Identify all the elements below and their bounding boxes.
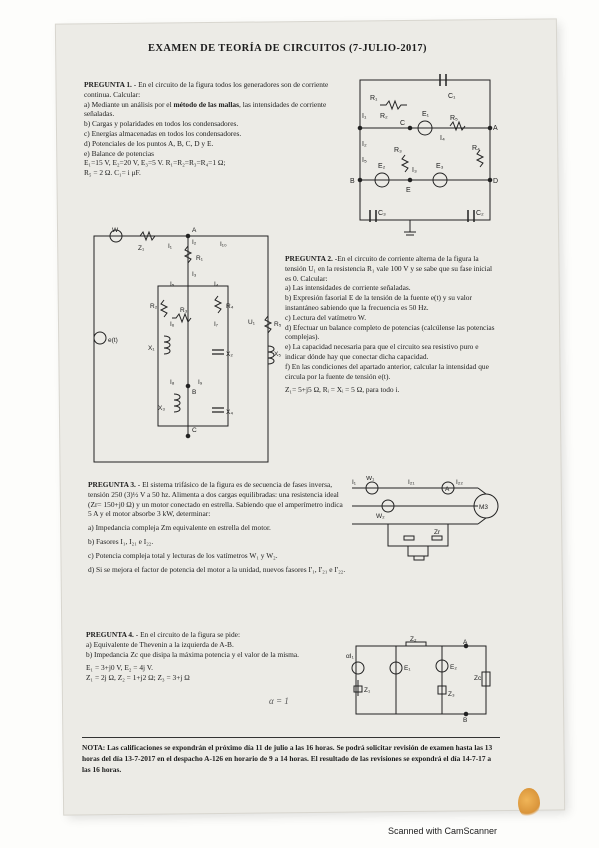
c3-label-m3: M3 <box>479 504 489 511</box>
exam-note <box>82 737 500 776</box>
c3-label-a: A <box>445 486 450 493</box>
c2-label-x5: X₅ <box>274 351 281 358</box>
circuit-4-diagram <box>346 636 504 722</box>
question-1-heading: PREGUNTA 1. <box>84 80 132 89</box>
c2-label-i10: I₁₀ <box>220 241 227 248</box>
c2-label-w: W <box>112 227 119 234</box>
c1-label-i1: I₁ <box>362 113 367 120</box>
q2-b: b) Expresión fasorial E de la tensión de la fuente e(t) y su valor instantáneo sabiendo que la frecuencia es 50 Hz. <box>285 293 472 312</box>
c2-label-r3: R₃ <box>180 307 188 314</box>
c1-label-e1: E₁ <box>422 111 430 118</box>
c2-label-x2: X₂ <box>226 351 233 358</box>
c4-label-z2: Z₂ <box>410 636 417 643</box>
c4-label-z3: Z₃ <box>448 691 455 698</box>
c1-label-a: A <box>493 125 498 132</box>
question-2 <box>285 254 500 395</box>
question-4-intro: - En el circuito de la figura se pide: <box>135 630 241 639</box>
q1-a-pre: a) Mediante un análisis por el <box>84 99 172 109</box>
c1-label-c1: C₁ <box>448 93 456 100</box>
c2-label-i2: I₂ <box>192 239 197 246</box>
c2-label-i8: I₈ <box>170 379 175 386</box>
handwritten-alpha-note: α = 1 <box>269 696 289 706</box>
q1-b: b) Cargas y polaridades en todos los condensadores. <box>84 119 239 129</box>
c2-label-c: C <box>192 427 197 434</box>
c1-label-i2: I₂ <box>362 141 367 148</box>
c1-label-c2: C₂ <box>476 210 484 217</box>
question-2-heading: PREGUNTA 2. <box>285 254 333 263</box>
c4-label-ai: αI₁ <box>346 653 354 660</box>
c2-label-i3: I₃ <box>192 271 197 278</box>
q2-values: Z₁= 5+j5 Ω, Rᵢ = Xᵢ = 5 Ω, para todo i. <box>285 385 400 395</box>
c2-label-r2: R₂ <box>150 303 158 310</box>
question-1 <box>84 80 346 178</box>
q2-a: a) Las intensidades de corriente señaladas. <box>285 283 411 293</box>
q1-c: c) Energías almacenadas en todos los condensadores. <box>84 128 242 138</box>
circuit-3-diagram <box>348 476 508 576</box>
c2-label-i4: I₄ <box>214 281 219 288</box>
c2-label-x4: X₄ <box>226 409 233 416</box>
c4-label-e2: E₂ <box>450 664 457 671</box>
q4-a: a) Equivalente de Thevenin a la izquierda de A-B. <box>86 639 234 649</box>
c1-label-e: E <box>406 187 411 194</box>
q1-a-bold: método de las mallas <box>173 99 239 109</box>
c2-label-a: A <box>192 227 197 234</box>
question-2-intro: -En el circuito de corriente alterna de la figura la tensión U₁ en la resistencia R₁ vale 100 V y se sabe que su fase inicial es 0. Calcular: <box>285 254 493 283</box>
c1-label-c: C <box>400 120 406 127</box>
c2-label-x3: X₃ <box>158 405 165 412</box>
q3-c: c) Potencia compleja total y lecturas de los vatímetros W₁ y W₂. <box>88 550 278 560</box>
scanner-watermark: Scanned with CamScanner <box>388 826 498 836</box>
c2-label-i6: I₆ <box>170 321 175 328</box>
c1-label-r1: R₁ <box>370 95 378 102</box>
c4-label-a: A <box>463 639 468 646</box>
question-1-intro: - En el circuito de la figura todos los generadores son de corriente continua. Calcular: <box>84 80 329 99</box>
c1-label-e3: E₃ <box>436 163 444 170</box>
q4-values-2: Z₁ = 2j Ω, Z₂ = 1+j2 Ω; Z₃ = 3+j Ω <box>86 673 190 683</box>
exam-title: EXAMEN DE TEORÍA DE CIRCUITOS (7-JULIO-2017) <box>148 43 427 54</box>
q1-values-1: E₁=15 V, E₂=20 V, E₃=5 V. R₁=R₂=R₃=R₄=1 Ω; <box>84 158 226 168</box>
c1-label-r4: R₄ <box>472 145 480 152</box>
question-4-heading: PREGUNTA 4. <box>86 630 134 639</box>
question-4 <box>86 630 322 683</box>
c2-label-b: B <box>192 389 197 396</box>
question-3-intro: - El sistema trifásico de la figura es de secuencia de fases inversa, tensión 250 (3)½ V a 50 hz. Alimenta a dos cargas equilibradas: una resistencia ideal (Zr= 150+j0 Ω) y un motor conectado en estrella. Sabiendo que el amperímetro indica 5 A y el motor absorbe 3 kW, determinar: <box>88 480 343 519</box>
c2-label-i9: I₉ <box>198 379 203 386</box>
c1-label-i5: I₅ <box>362 157 367 164</box>
q3-d: d) Si se mejora el factor de potencia del motor a la unidad, nuevos fasores I'₁, I'₂₁ e I'₂₂. <box>88 564 346 574</box>
c1-label-r3: R₃ <box>394 147 402 154</box>
q3-b: b) Fasores I₁, I₂₁ e I₂₂. <box>88 536 154 546</box>
c3-label-i1: I₁ <box>352 479 356 486</box>
c2-label-z1: Z₁ <box>138 245 145 252</box>
q2-d: d) Efectuar un balance completo de potencias (calcúlense las potencias complejas). <box>285 322 495 342</box>
c2-label-r4: R₄ <box>226 303 234 310</box>
orange-stain <box>518 788 540 818</box>
c3-label-i21: I₂₁ <box>408 479 415 486</box>
c1-label-e2: E₂ <box>378 163 386 170</box>
c4-label-zc: Zc <box>474 675 482 682</box>
c3-label-zr: Zr <box>434 529 441 536</box>
c4-label-z1: Z₁ <box>364 687 371 694</box>
c2-label-i5: I₅ <box>170 281 175 288</box>
q1-e: e) Balance de potencias <box>84 148 154 158</box>
q1-values-2: R₅ = 2 Ω. C₁= i μF. <box>84 168 141 178</box>
c1-label-i4: I₄ <box>440 135 445 142</box>
q2-c: c) Lectura del vatímetro W. <box>285 312 367 322</box>
q3-a: a) Impedancia compleja Zm equivalente en estrella del motor. <box>88 523 271 533</box>
c4-label-b: B <box>463 717 468 722</box>
q2-f: f) En las condiciones del apartado anterior, calcular la intensidad que circula por la fuente de tensión e(t). <box>285 361 489 381</box>
question-3 <box>88 480 346 574</box>
note-text: Las calificaciones se expondrán el próximo día 11 de julio a las 16 horas. Se podrá solicitar revisión de examen hasta las 13 horas del día 13-7-2017 en el despacho A-126 en horario de 9 a 14 horas. El resultado de las revisiones se expondrá el día 14-7-17 a las 16 horas. <box>82 743 493 775</box>
circuit-1-diagram <box>340 70 510 240</box>
circuit-2-diagram <box>88 226 288 476</box>
c2-label-r5: R₅ <box>274 321 282 328</box>
c2-label-u1: U₁ <box>248 319 255 326</box>
q4-values-1: E₁ = 3+j0 V, E₂ = 4j V. <box>86 663 154 673</box>
c1-label-i3: I₃ <box>412 167 417 174</box>
c3-label-i22: I₂₂ <box>456 479 463 486</box>
note-label: NOTA: <box>82 743 106 752</box>
c1-label-r2: R₂ <box>380 113 388 120</box>
c2-label-x1: X₁ <box>148 345 155 352</box>
q2-e: e) La capacidad necesaria para que el circuito sea resistivo puro e indicar dónde hay que conectar dicha capacidad. <box>285 342 479 361</box>
c1-label-c3: C₃ <box>378 210 386 217</box>
q1-d: d) Potenciales de los puntos A, B, C, D y E. <box>84 138 214 148</box>
c2-label-et: e(t) <box>108 337 118 344</box>
q4-b: b) Impedancia Zc que disipa la máxima potencia y el valor de la misma. <box>86 649 300 659</box>
c3-label-w2: W₂ <box>376 513 385 520</box>
c2-label-i1: I₁ <box>168 243 172 250</box>
c4-label-e1: E₁ <box>404 665 411 672</box>
c2-label-r1: R₁ <box>196 255 203 262</box>
q1-a-post: , las intensidades de corriente señaladas. <box>84 99 327 119</box>
c1-label-b: B <box>350 178 355 185</box>
question-3-heading: PREGUNTA 3. <box>88 480 136 489</box>
c1-label-d: D <box>493 178 499 185</box>
c1-label-r5: R₅ <box>450 115 458 122</box>
c2-label-i7: I₇ <box>214 321 219 328</box>
c3-label-w1: W₁ <box>366 476 375 482</box>
